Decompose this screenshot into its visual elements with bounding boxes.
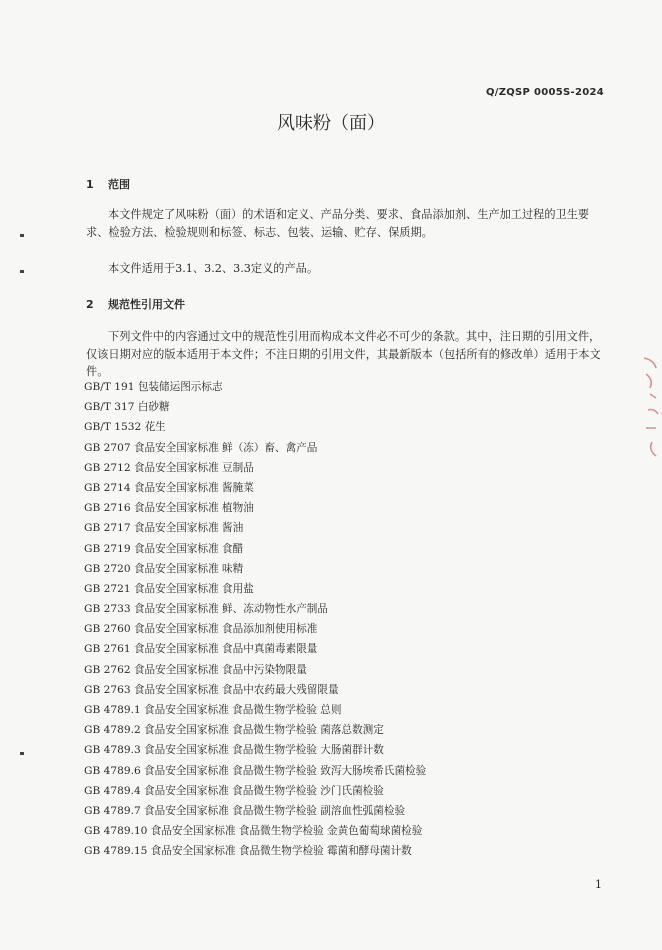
reference-item: GB 4789.6 食品安全国家标准 食品微生物学检验 致泻大肠埃希氏菌检验: [84, 764, 427, 777]
section-number: 2: [86, 298, 94, 311]
reference-item: GB 2712 食品安全国家标准 豆制品: [84, 461, 254, 474]
scope-paragraph: 本文件规定了风味粉（面）的术语和定义、产品分类、要求、食品添加剂、生产加工过程的卫生要求、检验方法、检验规则和标签、标志、包装、运输、贮存、保质期。: [86, 208, 590, 239]
reference-item: GB 4789.15 食品安全国家标准 食品微生物学检验 霉菌和酵母菌计数: [84, 845, 412, 858]
reference-item: GB 2716 食品安全国家标准 植物油: [84, 502, 254, 515]
scan-mark: [20, 234, 24, 237]
reference-item: GB/T 1532 花生: [84, 421, 166, 434]
page-number: 1: [595, 878, 602, 891]
section-title: 规范性引用文件: [108, 298, 185, 311]
reference-item: GB/T 317 白砂糖: [84, 401, 170, 414]
reference-item: GB 2733 食品安全国家标准 鲜、冻动物性水产制品: [84, 603, 328, 616]
reference-item: GB 4789.7 食品安全国家标准 食品微生物学检验 副溶血性弧菌检验: [84, 804, 406, 817]
standard-code: Q/ZQSP 0005S-2024: [485, 87, 604, 98]
document-title: 风味粉（面）: [277, 113, 385, 134]
reference-item: GB 2707 食品安全国家标准 鲜（冻）畜、禽产品: [84, 441, 318, 454]
seal-stamp-edge: [640, 350, 662, 470]
reference-item: GB/T 191 包装储运图示标志: [84, 381, 223, 393]
scan-mark: [20, 752, 24, 755]
reference-item: GB 4789.1 食品安全国家标准 食品微生物学检验 总则: [84, 704, 342, 716]
reference-item: GB 2721 食品安全国家标准 食用盐: [84, 582, 254, 595]
reference-item: GB 2761 食品安全国家标准 食品中真菌毒素限量: [84, 643, 318, 656]
section-number: 1: [86, 178, 94, 191]
section-2-heading: [86, 296, 185, 312]
reference-item: GB 2719 食品安全国家标准 食醋: [84, 542, 244, 555]
reference-item: GB 4789.10 食品安全国家标准 食品微生物学检验 金黄色葡萄球菌检验: [84, 825, 423, 838]
section-title: 范围: [108, 178, 130, 191]
reference-list: [84, 377, 426, 862]
scan-mark: [20, 270, 24, 273]
reference-item: GB 4789.3 食品安全国家标准 食品微生物学检验 大肠菌群计数: [84, 744, 384, 757]
reference-item: GB 2762 食品安全国家标准 食品中污染物限量: [84, 663, 307, 676]
reference-item: GB 2714 食品安全国家标准 酱腌菜: [84, 481, 254, 494]
reference-item: GB 4789.2 食品安全国家标准 食品微生物学检验 菌落总数测定: [84, 724, 384, 737]
reference-item: GB 2720 食品安全国家标准 味精: [84, 562, 244, 575]
reference-item: GB 4789.4 食品安全国家标准 食品微生物学检验 沙门氏菌检验: [84, 784, 384, 797]
reference-item: GB 2717 食品安全国家标准 酱油: [84, 522, 244, 535]
reference-item: GB 2760 食品安全国家标准 食品添加剂使用标准: [84, 623, 318, 636]
applicability-paragraph: 本文件适用于3.1、3.2、3.3定义的产品。: [108, 262, 319, 275]
section-1-heading: [86, 176, 130, 192]
reference-item: GB 2763 食品安全国家标准 食品中农药最大残留限量: [84, 683, 339, 696]
references-intro-paragraph: 下列文件中的内容通过文中的规范性引用而构成本文件必不可少的条款。其中，注日期的引用文件，仅该日期对应的版本适用于本文件；不注日期的引用文件，其最新版本（包括所有的修改单）适用于本文件。: [86, 330, 601, 378]
seal-stamp-icon: [640, 350, 662, 470]
